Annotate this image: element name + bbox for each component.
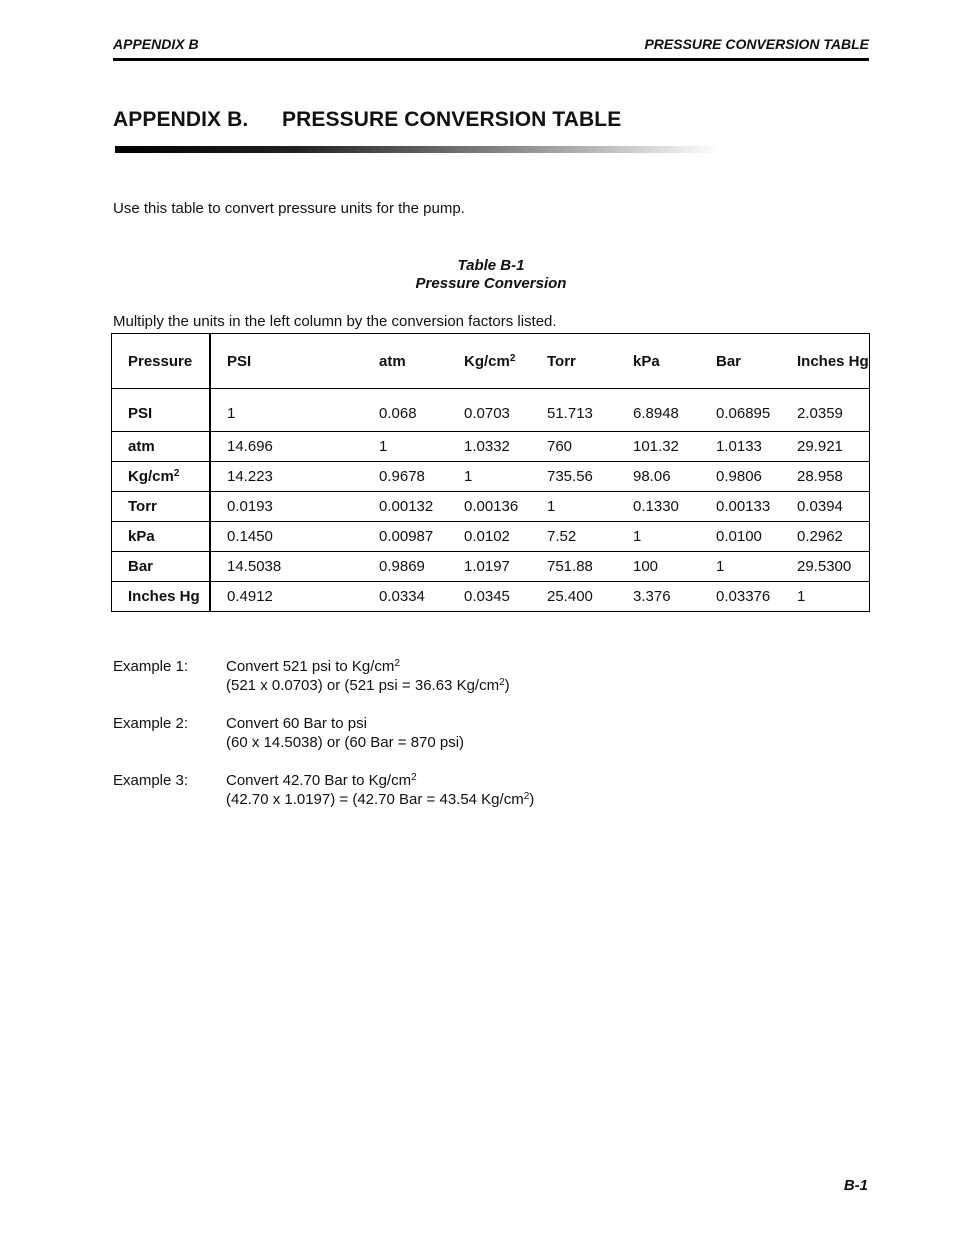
table-cell: 735.56 <box>531 462 617 492</box>
example-item <box>113 657 534 695</box>
superscript-2: 2 <box>394 658 400 669</box>
table-cell: 0.03376 <box>716 588 771 605</box>
table-cell: 1 <box>531 492 617 522</box>
row-header: $Kg/cm^2$ <box>112 462 211 492</box>
row-header: Torr <box>112 492 211 522</box>
table-cell: 1.0332 <box>448 432 531 462</box>
table-cell: 25.400 <box>547 588 593 605</box>
table-row <box>112 582 870 612</box>
column-header: atm <box>363 334 448 389</box>
table-caption <box>113 257 869 293</box>
table-cell: 0.0394 <box>781 492 870 522</box>
table-cell: 1 <box>797 588 806 605</box>
example-line: Convert 42.70 Bar to $Kg/cm^2$ <box>226 772 417 789</box>
table-cell: 0.00133 <box>700 492 781 522</box>
page-number: B-1 <box>843 1177 868 1194</box>
row-header: Bar <box>112 552 211 582</box>
table-cell: 1 <box>363 432 448 462</box>
column-header: $Kg/cm^2$ <box>448 334 531 389</box>
table-cell: 98.06 <box>617 462 700 492</box>
table-caption-title: Pressure Conversion <box>415 275 567 292</box>
example-line: (60 x 14.5038) or (60 Bar = 870 psi) <box>226 734 465 751</box>
table-row <box>112 492 870 522</box>
table-cell: 1 <box>617 522 700 552</box>
table-cell: 101.32 <box>617 432 700 462</box>
examples-section <box>113 657 534 828</box>
table-cell: 14.696 <box>210 432 363 462</box>
table-row <box>112 522 870 552</box>
example-body <box>226 657 510 695</box>
chapter-title <box>113 108 621 132</box>
table-cell: 0.06895 <box>700 389 781 432</box>
table-cell: 51.713 <box>531 389 617 432</box>
table-cell: 0.068 <box>363 389 448 432</box>
column-header: kPa <box>617 334 700 389</box>
table-row <box>112 432 870 462</box>
table-cell: 0.0334 <box>379 588 425 605</box>
running-header-left: APPENDIX B <box>113 36 199 52</box>
table-cell: 1 <box>448 462 531 492</box>
title-underline-rule <box>115 146 720 153</box>
example-line: (521 x 0.0703) or (521 psi = 36.63 $Kg/cm^2$) <box>226 677 510 694</box>
table-caption-label: Table B-1 <box>457 257 525 274</box>
pressure-conversion-table <box>111 333 870 612</box>
example-label: Example 3: <box>113 772 189 789</box>
row-header: kPa <box>112 522 211 552</box>
example-item <box>113 771 534 809</box>
example-line: Convert 60 Bar to psi <box>226 715 367 732</box>
table-cell: 0.0100 <box>700 522 781 552</box>
column-header: Torr <box>531 334 617 389</box>
table-cell: 2.0359 <box>781 389 870 432</box>
table-cell: 3.376 <box>633 588 671 605</box>
table-corner-header: Pressure <box>112 334 211 389</box>
table-cell: 1 <box>210 389 363 432</box>
example-line: Convert 521 psi to $Kg/cm^2$ <box>226 658 400 675</box>
table-cell: 28.958 <box>781 462 870 492</box>
table-cell: 0.1450 <box>210 522 363 552</box>
example-line: (42.70 x 1.0197) = (42.70 Bar = 43.54 $Kg/cm^2$) <box>226 791 535 808</box>
superscript-2: 2 <box>499 677 505 688</box>
table-cell: 0.1330 <box>617 492 700 522</box>
table-cell: 0.9869 <box>363 552 448 582</box>
row-header: atm <box>112 432 211 462</box>
table-note: Multiply the units in the left column by the conversion factors listed. <box>113 313 557 330</box>
column-header: PSI <box>210 334 363 389</box>
table-cell: 7.52 <box>531 522 617 552</box>
table-cell: 0.00132 <box>363 492 448 522</box>
chapter-heading: PRESSURE CONVERSION TABLE <box>282 108 622 131</box>
table-cell: 14.5038 <box>210 552 363 582</box>
table-cell: 29.921 <box>781 432 870 462</box>
example-label: Example 2: <box>113 715 189 732</box>
table-header-row <box>112 334 870 389</box>
table-cell: 0.0345 <box>464 588 510 605</box>
superscript-2: 2 <box>523 791 530 802</box>
table-cell: 0.0102 <box>448 522 531 552</box>
example-label: Example 1: <box>113 658 189 675</box>
superscript-2: 2 <box>509 352 516 364</box>
table-cell: 0.4912 <box>227 588 273 605</box>
row-header: PSI <box>112 389 211 432</box>
table-row <box>112 552 870 582</box>
table-cell: 0.00136 <box>448 492 531 522</box>
table-cell: 1 <box>700 552 781 582</box>
example-item <box>113 714 534 752</box>
table-cell: 751.88 <box>531 552 617 582</box>
table-cell: 100 <box>617 552 700 582</box>
example-body <box>226 771 534 809</box>
table-cell: 0.9806 <box>700 462 781 492</box>
chapter-number: APPENDIX B. <box>113 108 249 131</box>
table-cell: 1.0197 <box>448 552 531 582</box>
running-header-right: PRESSURE CONVERSION TABLE <box>644 36 869 52</box>
example-body <box>226 714 464 752</box>
superscript-2: 2 <box>411 772 417 783</box>
table-row <box>112 389 870 432</box>
column-header: Inches Hg <box>781 334 870 389</box>
table-cell: 6.8948 <box>617 389 700 432</box>
table-cell: 0.0703 <box>448 389 531 432</box>
running-header <box>113 36 869 61</box>
table-cell: 1.0133 <box>700 432 781 462</box>
intro-paragraph: Use this table to convert pressure units for the pump. <box>113 200 465 217</box>
row-header: Inches Hg <box>112 582 211 612</box>
table-cell: 760 <box>531 432 617 462</box>
table-cell: 0.2962 <box>781 522 870 552</box>
column-header: Bar <box>700 334 781 389</box>
table-cell: 14.223 <box>210 462 363 492</box>
table-cell: 0.9678 <box>363 462 448 492</box>
table-cell: 0.0193 <box>210 492 363 522</box>
table-cell: 0.00987 <box>363 522 448 552</box>
table-row <box>112 462 870 492</box>
superscript-2: 2 <box>173 468 180 479</box>
table-cell: 29.5300 <box>781 552 870 582</box>
